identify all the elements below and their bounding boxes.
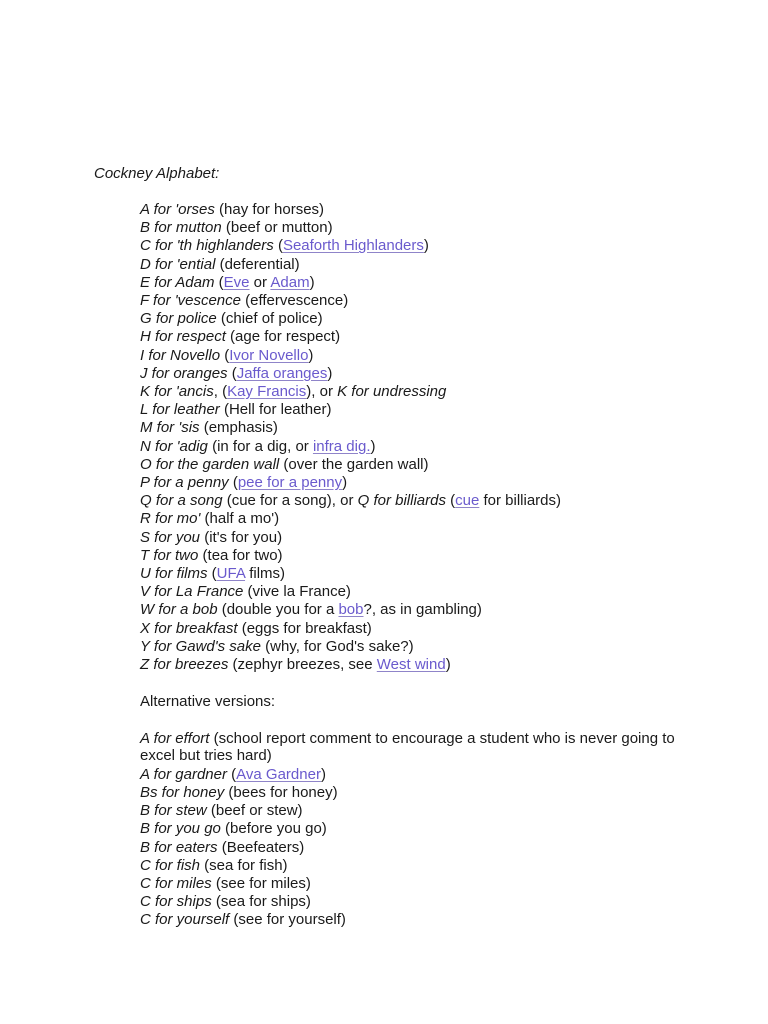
entry-text: (Beefeaters): [217, 838, 305, 856]
entry-term: C for fish: [140, 856, 201, 874]
entry-term: B for eaters: [140, 838, 218, 856]
entry-text: (hay for horses): [214, 201, 325, 218]
entry-text: (vive la France): [243, 583, 351, 601]
list-item: [140, 857, 700, 875]
entry-term: R for mo': [140, 510, 201, 528]
entry-text: (zephyr breezes, see: [228, 656, 377, 674]
list-item: [140, 237, 700, 255]
reference-link[interactable]: UFA: [216, 565, 246, 583]
entry-term: U for films: [140, 565, 208, 583]
entry-text: ): [370, 437, 376, 455]
entry-term: G for police: [140, 310, 217, 328]
entry-text: (sea for fish): [200, 856, 288, 874]
list-item: [140, 583, 700, 601]
list-item: [140, 510, 700, 528]
entry-term: W for a bob: [140, 601, 218, 619]
list-item: [140, 456, 700, 474]
entry-text: (effervescence): [240, 292, 349, 310]
entry-term: C for ships: [140, 893, 212, 911]
list-item: [140, 256, 700, 274]
list-item: [140, 731, 700, 764]
entry-text: ?, as in gambling): [363, 601, 482, 619]
list-item: [140, 347, 700, 365]
entry-text: ): [308, 346, 314, 364]
entry-text: (school report comment to encourage a student who is never going to excel but tries hard): [140, 730, 675, 764]
list-item: [140, 219, 700, 237]
entry-term: L for leather: [140, 401, 220, 419]
entry-term: Q for billiards: [357, 492, 446, 510]
entry-text: (why, for God's sake?): [260, 637, 414, 655]
entry-term: P for a penny: [140, 474, 229, 492]
entry-term: A for 'orses: [140, 201, 215, 218]
list-item: [140, 328, 700, 346]
entry-term: C for yourself: [140, 911, 230, 929]
entry-term: B for you go: [140, 820, 221, 838]
entry-text: (emphasis): [199, 419, 278, 437]
document-heading: Cockney Alphabet:: [94, 165, 220, 182]
reference-link[interactable]: infra dig.: [312, 437, 371, 455]
list-item: [140, 656, 700, 674]
entry-text: ), or: [306, 383, 338, 401]
list-item: [140, 401, 700, 419]
reference-link[interactable]: Kay Francis: [227, 383, 307, 401]
entry-text: or: [249, 273, 271, 291]
list-item: [140, 601, 700, 619]
entry-term: N for 'adig: [140, 437, 208, 455]
entry-term: V for La France: [140, 583, 244, 601]
entry-text: (chief of police): [216, 310, 323, 328]
entry-term: D for 'ential: [140, 255, 216, 273]
entry-text: (age for respect): [225, 328, 341, 346]
list-item: [140, 911, 700, 929]
reference-link[interactable]: Eve: [223, 273, 250, 291]
list-item: [140, 784, 700, 802]
list-item: [140, 565, 700, 583]
entry-term: K for undressing: [337, 383, 447, 401]
reference-link[interactable]: Ivor Novello: [229, 346, 309, 364]
entry-text: (beef or mutton): [221, 219, 333, 237]
list-item: [140, 438, 700, 456]
list-item: [140, 274, 700, 292]
entry-term: C for miles: [140, 874, 212, 892]
entry-text: (Hell for leather): [219, 401, 332, 419]
list-item: [140, 547, 700, 565]
reference-link[interactable]: Ava Gardner: [236, 765, 321, 783]
entry-text: (over the garden wall): [279, 455, 429, 473]
entry-text: for billiards): [479, 492, 562, 510]
reference-link[interactable]: cue: [455, 492, 480, 510]
cockney-alphabet-list: [140, 201, 700, 674]
reference-link[interactable]: Adam: [270, 273, 310, 291]
reference-link[interactable]: West wind: [376, 656, 446, 674]
entry-term: I for Novello: [140, 346, 221, 364]
entry-text: (: [227, 364, 237, 382]
entry-term: B for stew: [140, 802, 207, 820]
list-item: [140, 201, 700, 219]
entry-text: (bees for honey): [224, 783, 338, 801]
reference-link[interactable]: Seaforth Highlanders: [282, 237, 424, 255]
list-item: [140, 766, 700, 784]
entry-text: ): [445, 656, 451, 674]
entry-text: , (: [213, 383, 228, 401]
entry-term: M for 'sis: [140, 419, 200, 437]
list-item: [140, 529, 700, 547]
entry-term: B for mutton: [140, 219, 222, 237]
list-item: [140, 820, 700, 838]
list-item: [140, 474, 700, 492]
entry-text: (tea for two): [198, 546, 283, 564]
entry-term: Y for Gawd's sake: [140, 637, 261, 655]
entry-term: J for oranges: [140, 364, 228, 382]
entry-text: (deferential): [215, 255, 300, 273]
entry-text: (see for yourself): [229, 911, 346, 929]
entry-text: (: [228, 474, 238, 492]
entry-term: E for Adam: [140, 273, 215, 291]
list-item: [140, 620, 700, 638]
entry-text: (: [445, 492, 456, 510]
entry-text: (half a mo'): [200, 510, 280, 528]
entry-term: K for 'ancis: [140, 383, 214, 401]
entry-text: ): [309, 273, 315, 291]
entry-term: A for gardner: [140, 765, 227, 783]
reference-link[interactable]: bob: [338, 601, 364, 619]
alternative-versions-heading: Alternative versions:: [140, 693, 276, 710]
entry-text: (beef or stew): [206, 802, 303, 820]
list-item: [140, 292, 700, 310]
entry-term: S for you: [140, 528, 201, 546]
entry-text: (: [207, 565, 217, 583]
entry-text: (before you go): [220, 820, 327, 838]
entry-term: H for respect: [140, 328, 226, 346]
list-item: [140, 383, 700, 401]
list-item: [140, 875, 700, 893]
list-item: [140, 365, 700, 383]
entry-term: A for effort: [140, 730, 210, 747]
entry-term: Bs for honey: [140, 783, 225, 801]
entry-term: C for 'th highlanders: [140, 237, 274, 255]
list-item: [140, 839, 700, 857]
entry-term: F for 'vescence: [140, 292, 241, 310]
entry-text: (double you for a: [217, 601, 339, 619]
entry-text: (: [273, 237, 283, 255]
entry-term: Z for breezes: [140, 656, 229, 674]
entry-text: ): [320, 765, 326, 783]
entry-text: (eggs for breakfast): [237, 619, 372, 637]
list-item: [140, 310, 700, 328]
entry-text: films): [245, 565, 286, 583]
entry-term: Q for a song: [140, 492, 223, 510]
entry-term: T for two: [140, 546, 199, 564]
entry-text: ): [327, 364, 333, 382]
alternative-versions-list: [140, 731, 700, 930]
entry-text: (see for miles): [211, 874, 311, 892]
entry-text: (it's for you): [200, 528, 283, 546]
list-item: [140, 492, 700, 510]
entry-text: (sea for ships): [211, 893, 311, 911]
entry-term: O for the garden wall: [140, 455, 280, 473]
list-item: [140, 419, 700, 437]
list-item: [140, 638, 700, 656]
entry-text: (: [227, 765, 237, 783]
entry-text: ): [342, 474, 348, 492]
entry-text: ): [423, 237, 429, 255]
entry-text: (cue for a song), or: [222, 492, 358, 510]
list-item: [140, 893, 700, 911]
reference-link[interactable]: Jaffa oranges: [236, 364, 328, 382]
entry-text: (: [220, 346, 230, 364]
entry-term: X for breakfast: [140, 619, 238, 637]
entry-text: (: [214, 273, 224, 291]
entry-text: (in for a dig, or: [207, 437, 313, 455]
reference-link[interactable]: pee for a penny: [237, 474, 343, 492]
list-item: [140, 802, 700, 820]
